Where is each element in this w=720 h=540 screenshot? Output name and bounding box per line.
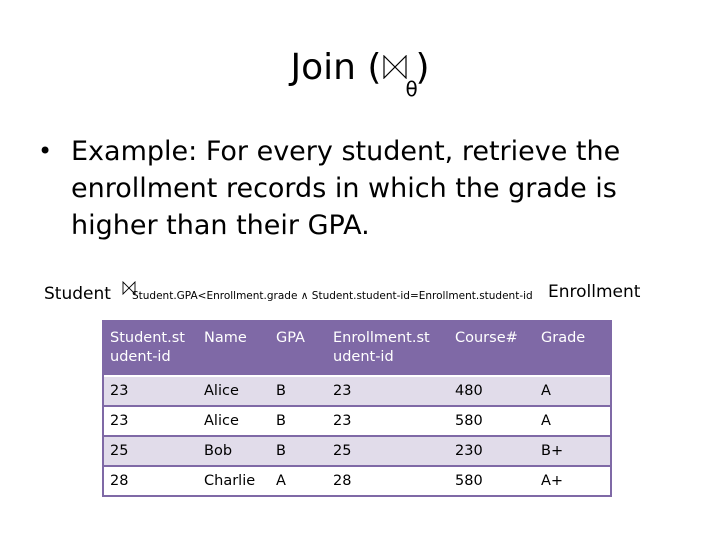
bullet-point	[38, 133, 678, 244]
table-cell: 23	[103, 406, 198, 436]
table-cell: Bob	[198, 436, 270, 466]
table-cell: A+	[535, 466, 611, 496]
result-table	[102, 320, 612, 497]
table-cell: A	[535, 376, 611, 406]
table-cell: B	[270, 376, 327, 406]
column-header: Student.st udent-id	[103, 320, 198, 376]
table-cell: 28	[103, 466, 198, 496]
table-header-row	[103, 320, 611, 376]
join-expression	[44, 280, 704, 310]
table-row	[103, 466, 611, 496]
table-cell: Alice	[198, 406, 270, 436]
table-cell: 580	[449, 406, 535, 436]
expression-right-relation: Enrollment	[548, 282, 641, 302]
column-header: GPA	[270, 320, 327, 376]
table-cell: 23	[327, 406, 449, 436]
title-suffix: )	[415, 47, 430, 88]
table-cell: B	[270, 406, 327, 436]
table-row	[103, 436, 611, 466]
table-cell: A	[535, 406, 611, 436]
title-subscript: θ	[405, 77, 418, 101]
table-cell: B	[270, 436, 327, 466]
title-prefix: Join (	[290, 47, 382, 88]
table-cell: 480	[449, 376, 535, 406]
bullet-marker: •	[38, 137, 53, 165]
bowtie-icon	[383, 55, 407, 79]
column-header: Course#	[449, 320, 535, 376]
table-cell: 25	[327, 436, 449, 466]
bullet-text: Example: For every student, retrieve the enrollment records in which the grade is higher than their GPA.	[71, 136, 621, 241]
expression-left-relation: Student	[44, 284, 111, 304]
expression-condition: Student.GPA<Enrollment.grade ∧ Student.student-id=Enrollment.student-id	[132, 290, 533, 302]
table-row	[103, 406, 611, 436]
column-header: Grade	[535, 320, 611, 376]
table-cell: 230	[449, 436, 535, 466]
table-cell: Charlie	[198, 466, 270, 496]
join-symbol	[381, 51, 418, 101]
table-cell: 25	[103, 436, 198, 466]
slide-title	[0, 44, 720, 101]
column-header: Enrollment.st udent-id	[327, 320, 449, 376]
table-cell: B+	[535, 436, 611, 466]
table-cell: 23	[327, 376, 449, 406]
table-cell: A	[270, 466, 327, 496]
table-cell: Alice	[198, 376, 270, 406]
table-cell: 23	[103, 376, 198, 406]
table-cell: 28	[327, 466, 449, 496]
table-row	[103, 376, 611, 406]
column-header: Name	[198, 320, 270, 376]
table-cell: 580	[449, 466, 535, 496]
